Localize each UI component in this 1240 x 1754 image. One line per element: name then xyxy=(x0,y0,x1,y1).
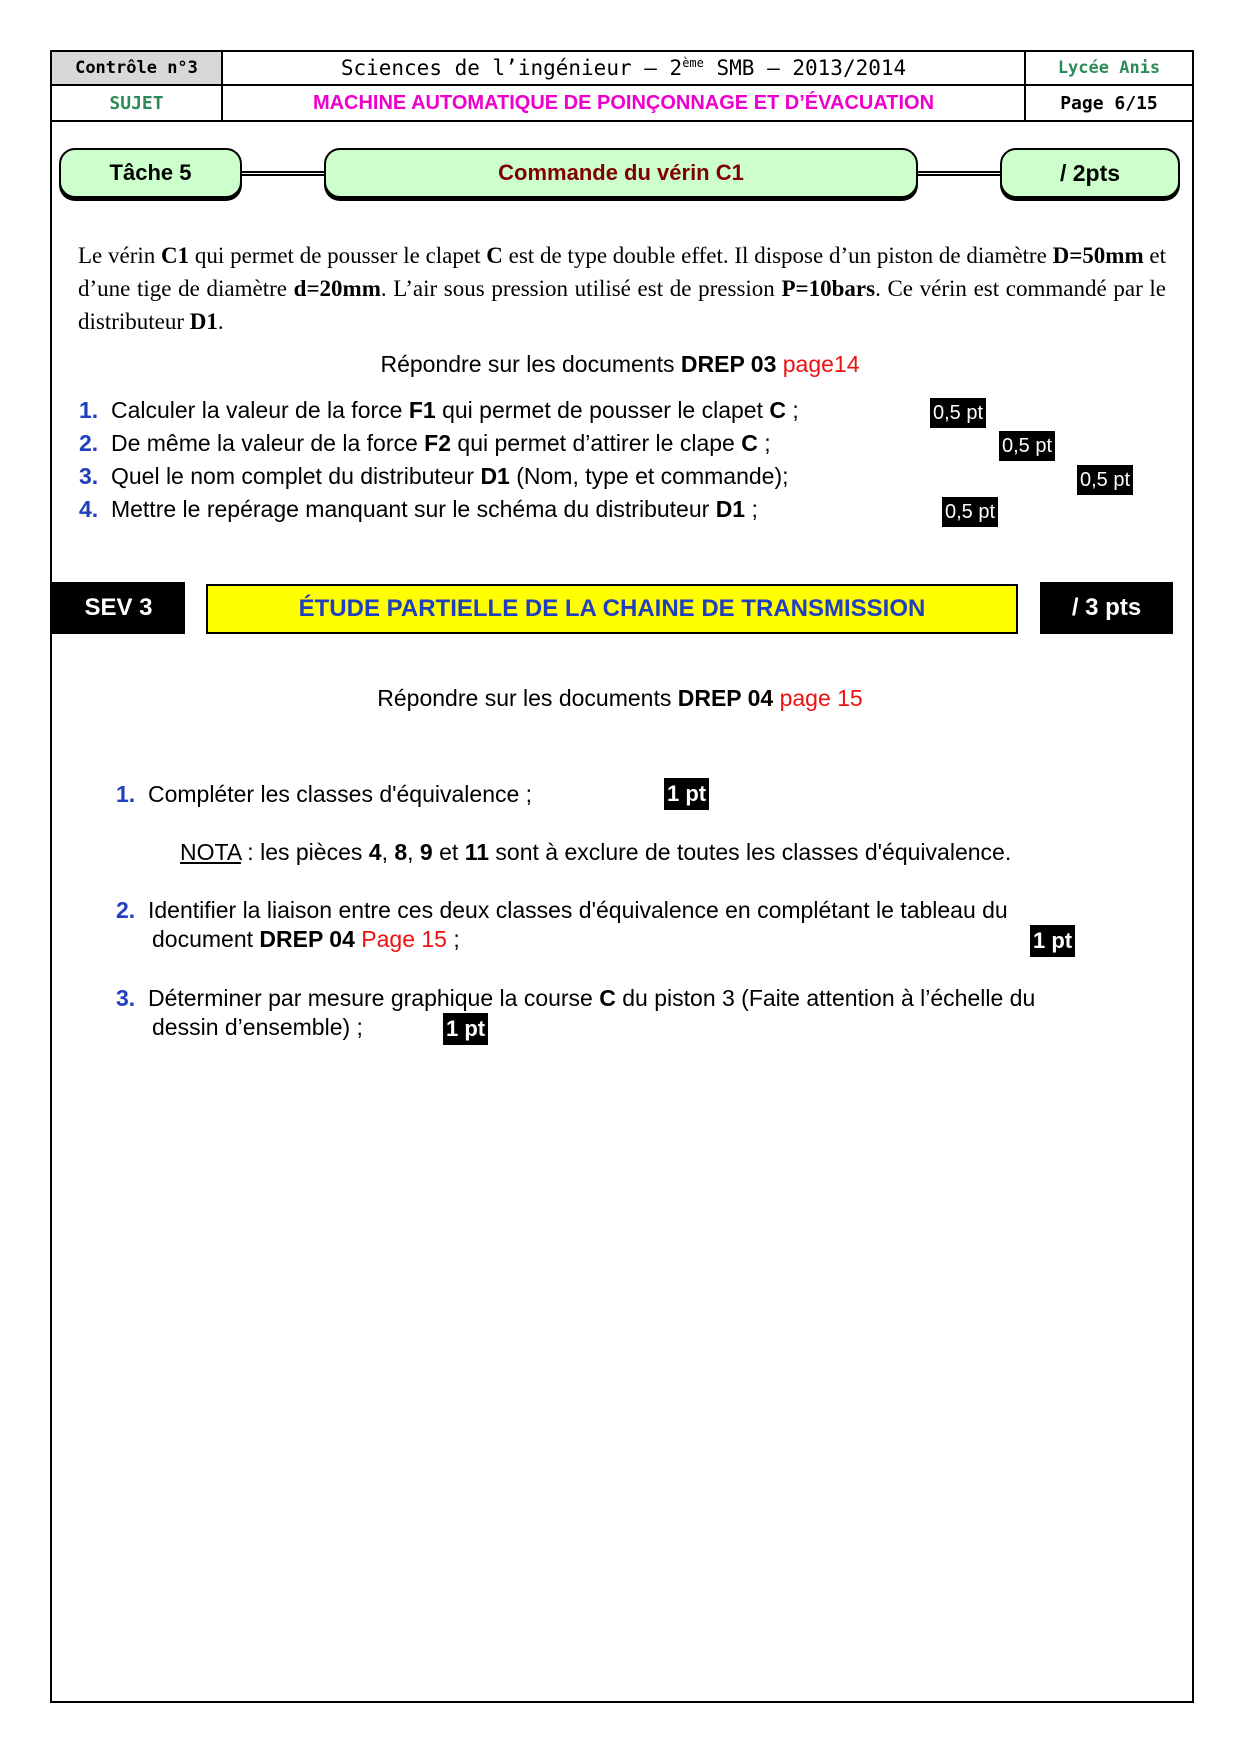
sev3-points-box xyxy=(1040,582,1173,634)
sev3-title-box xyxy=(206,584,1018,634)
sev3-label-box xyxy=(52,582,185,634)
connector-left xyxy=(242,171,324,176)
answer-instruction-1: Répondre sur les documents DREP 03 page14 xyxy=(380,351,860,377)
sev3-title: ÉTUDE PARTIELLE DE LA CHAINE DE TRANSMISSION xyxy=(298,595,926,622)
sev3-points: / 3 pts xyxy=(1071,594,1142,621)
subject-title: MACHINE AUTOMATIQUE DE POINÇONNAGE ET D’ÉVACUATION xyxy=(312,91,935,114)
school-cell xyxy=(1026,50,1194,86)
points-badge-q1: 0,5 pt xyxy=(930,398,986,428)
page-number: Page 6/15 xyxy=(1060,92,1158,114)
course-title: Sciences de l’ingénieur – 2ème SMB – 2013/2014 xyxy=(340,56,907,80)
control-label: Contrôle n°3 xyxy=(75,58,198,78)
school-name: Lycée Anis xyxy=(1057,58,1161,78)
subject-title-cell xyxy=(223,86,1026,122)
sev3-question-2: 2. Identifier la liaison entre ces deux classes d'équivalence en complétant le tableau du xyxy=(116,897,1008,923)
points-badge-q2: 0,5 pt xyxy=(999,431,1055,461)
task5-label: Tâche 5 xyxy=(109,160,192,185)
points-badge-sev3-q1: 1 pt xyxy=(664,778,709,810)
task5-question-1: 1. Calculer la valeur de la force F1 qui permet de pousser le clapet C ; xyxy=(79,397,799,423)
control-cell xyxy=(50,50,223,86)
subject-label-cell xyxy=(50,86,223,122)
task5-title: Commande du vérin C1 xyxy=(498,160,744,185)
task5-points: / 2pts xyxy=(1059,159,1121,186)
task5-question-2: 2. De même la valeur de la force F2 qui permet d’attirer le clape C ; xyxy=(79,430,771,456)
points-badge-sev3-q2: 1 pt xyxy=(1030,925,1075,957)
points-badge-q3: 0,5 pt xyxy=(1077,465,1133,495)
subject-label: SUJET xyxy=(109,92,164,114)
connector-right xyxy=(918,171,1000,176)
task5-question-3: 3. Quel le nom complet du distributeur D1 (Nom, type et commande); xyxy=(79,463,789,489)
sev3-question-1: 1. Compléter les classes d'équivalence ; xyxy=(116,781,533,807)
points-badge-q4: 0,5 pt xyxy=(942,497,998,527)
task5-points-box xyxy=(1000,148,1180,198)
points-badge-sev3-q3: 1 pt xyxy=(443,1013,488,1045)
nota-line: NOTA : les pièces 4, 8, 9 et 11 sont à exclure de toutes les classes d'équivalence. xyxy=(180,839,1012,865)
intro-paragraph: Le vérin C1 qui permet de pousser le clapet C est de type double effet. Il dispose d’un piston de diamètre D=50mm et d’une tige de diamètre d=20mm. L’air sous pression utilisé est de pression P=10bars. Ce vérin est commandé par le distributeur D1. xyxy=(78,243,1166,334)
task5-label-box xyxy=(59,148,242,198)
course-cell xyxy=(223,50,1026,86)
page-cell xyxy=(1026,86,1194,122)
task5-title-box xyxy=(324,148,918,198)
sev3-question-2-line2: document DREP 04 Page 15 ; xyxy=(152,926,460,952)
sev3-question-3-line2: dessin d’ensemble) ; xyxy=(152,1014,363,1040)
task5-question-4: 4. Mettre le repérage manquant sur le schéma du distributeur D1 ; xyxy=(79,496,758,522)
answer-instruction-2: Répondre sur les documents DREP 04 page 15 xyxy=(377,685,863,711)
sev3-question-3: 3. Déterminer par mesure graphique la course C du piston 3 (Faite attention à l’échelle du xyxy=(116,985,1036,1011)
sev3-label: SEV 3 xyxy=(84,594,153,621)
